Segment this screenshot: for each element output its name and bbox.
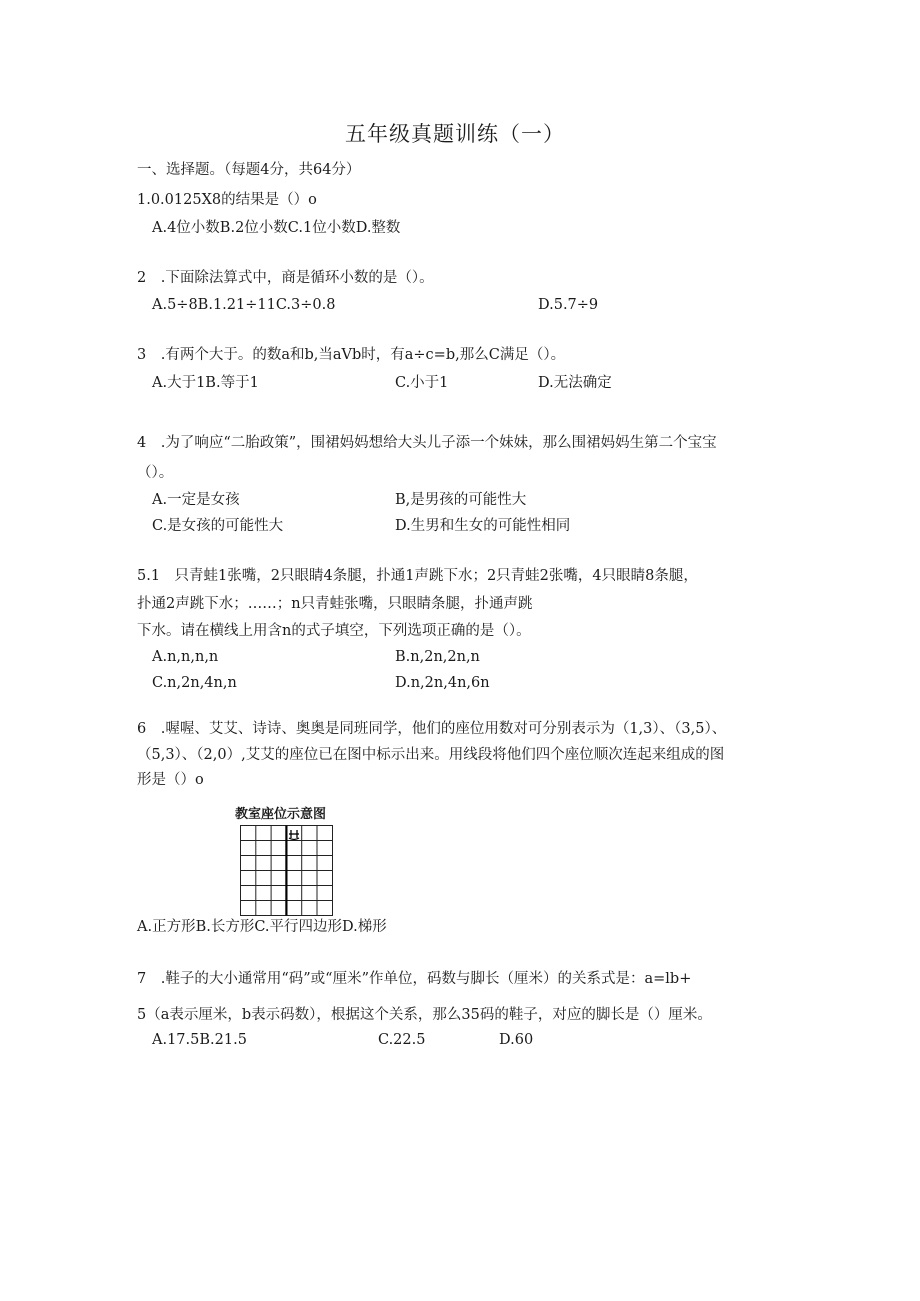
page-title: 五年级真题训练（一） <box>345 122 565 146</box>
question-4-stem-line-1: 4 .为了响应“二胎政策”，围裙妈妈想给大头儿子添一个妹妹，那么围裙妈妈生第二个宝宝 <box>137 435 717 451</box>
question-7-stem-line-2: 5（a表示厘米，b表示码数），根据这个关系，那么35码的鞋子，对应的脚长是（）厘米。 <box>137 1007 712 1023</box>
question-4-option-a: A.一定是女孩 <box>152 492 240 508</box>
question-6-stem-line-1: 6 .喔喔、艾艾、诗诗、奥奥是同班同学，他们的座位用数对可分别表示为（1,3）、（3,5）、 <box>137 721 727 737</box>
question-7-stem-line-1: 7 .鞋子的大小通常用“码”或“厘米”作单位，码数与脚长（厘米）的关系式是：a=lb+ <box>137 971 692 987</box>
question-5-option-b: B.n,2n,2n,n <box>395 649 480 665</box>
question-3-stem: 3 .有两个大于。的数a和b,当aVb时，有a÷c=b,那么C满足（）。 <box>137 347 566 363</box>
question-5-stem-line-1: 5.1 只青蛙1张嘴，2只眼睛4条腿，扑通1声跳下水；2只青蛙2张嘴，4只眼睛8条腿， <box>137 568 698 584</box>
question-5-option-d: D.n,2n,4n,6n <box>395 675 490 691</box>
question-4-option-c: C.是女孩的可能性大 <box>152 518 284 534</box>
seat-chart <box>240 825 335 921</box>
question-7-option-c: C.22.5 <box>378 1032 426 1048</box>
question-4-option-d: D.生男和生女的可能性相同 <box>395 518 571 534</box>
question-6-stem-line-3: 形是（）o <box>137 772 204 788</box>
question-1-options: A.4位小数B.2位小数C.1位小数D.整数 <box>152 220 401 236</box>
question-2-option-d: D.5.7÷9 <box>538 297 599 313</box>
question-1-stem: 1.0.0125X8的结果是（）o <box>137 192 317 208</box>
section-heading: 一、选择题。（每题4分，共64分） <box>137 162 361 178</box>
question-4-stem-line-2: （）。 <box>137 465 174 481</box>
seat-chart-grid <box>240 825 335 917</box>
question-5-option-a: A.n,n,n,n <box>152 649 219 665</box>
question-3-option-d: D.无法确定 <box>538 375 612 391</box>
aiai-seat-marker-icon <box>289 830 299 840</box>
seat-chart-caption: 教室座位示意图 <box>235 807 327 822</box>
question-2-options-abc: A.5÷8B.1.21÷11C.3÷0.8 <box>152 297 336 313</box>
question-7-option-d: D.60 <box>499 1032 534 1048</box>
question-6-options: A.正方形B.长方形C.平行四边形D.梯形 <box>137 919 387 935</box>
question-5-stem-line-3: 下水。请在横线上用含n的式子填空，下列选项正确的是（）。 <box>137 623 531 639</box>
question-5-option-c: C.n,2n,4n,n <box>152 675 237 691</box>
question-5-stem-line-2: 扑通2声跳下水；……；n只青蛙张嘴，只眼睛条腿，扑通声跳 <box>137 596 533 612</box>
question-6-stem-line-2: （5,3）、（2,0）,艾艾的座位已在图中标示出来。用线段将他们四个座位顺次连起来组成的图 <box>137 747 725 763</box>
question-2-stem: 2 .下面除法算式中，商是循环小数的是（）。 <box>137 270 434 286</box>
question-4-option-b: B,是男孩的可能性大 <box>395 492 527 508</box>
question-3-options-ab: A.大于1B.等于1 <box>152 375 259 391</box>
question-7-options-ab: A.17.5B.21.5 <box>152 1032 247 1048</box>
question-3-option-c: C.小于1 <box>395 375 449 391</box>
